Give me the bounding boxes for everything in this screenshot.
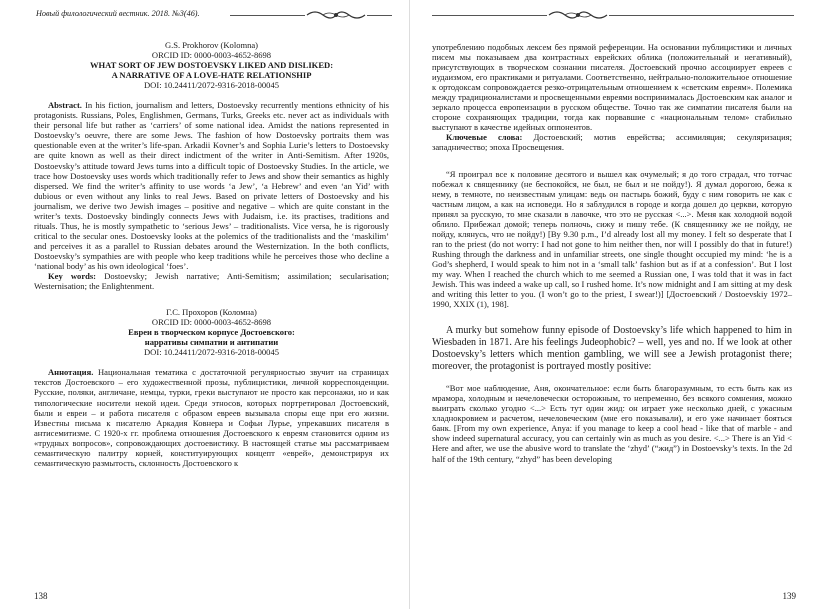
ru-abstract-text: Национальная тематика с достаточной регулярностью звучит на страницах текстов Достоевского – его художественной прозы, публицистики, личной корреспонденции. Русские, поляки, англичане, немцы, турки, греки выступают не просто как персонажи, но и как типологические носители некой идеи. Среди этносов, которых портретировал Достоевский, были и евреи – и работа писателя с образом евреев вызывала споры еще при его жизни. Известны письма к писателю Аркадия Ковнера и Софьи Лурье, упрекавших писателя в антисемитизме. С 1920-х гг. проблема отношения Достоевского к евреям становится одним из «трудных вопросов», сопровождающих достоевистику. В настоящей статье мы рассматриваем семантическую палитру корней, конституирующих концепт «еврей», демонстрируя их семантическую размытость, склонность Достоевского к: [34, 367, 389, 468]
abstract: [34, 100, 389, 271]
ru-keywords-label: Ключевые слова:: [446, 132, 523, 143]
ru-keywords-text: Достоевский; мотив еврейства; ассимиляция; секуляризация; западничество; эпоха Просвещения.: [432, 132, 792, 153]
article-title-line-1: WHAT SORT OF JEW DOSTOEVSKY LIKED AND DISLIKED:: [89, 60, 334, 71]
ru-abstract: [34, 367, 389, 467]
page-number: 138: [34, 591, 48, 601]
abstract-text: In his fiction, journalism and letters, Dostoevsky recurrently mentions ethnicity of his protagonists. Russians, Poles, Englishmen, Germans, Turks, Greeks etc. never act as individuals with their personal life but rather as ‘carriers’ of some national idea. Amidst the nations represented in Dostoevsky’s oeuvre, there are some Jews. The fashion of how Dostoevsky portraits them was questionable even at the writer’s life-span. Arkadii Kovner’s and Sophia Lurie’s letters to Dostoevsky are quite known as well as their direct indictment of the writer in Anti-Semitism. After 1920s, Dostoevsky’s attitude toward Jews turns into a difficult topic of Dostoevsky Studies. In the article, we trace how Dostoevsky uses words which traditionally refer to Jews and show their semantics as highly dispersed. We find the writer’s affinity to use words ‘a Jew’, ‘a Hebrew’ and even ‘an Yid’ with dubious or even without any links to real Jews. Based on private letters of Dostoevsky and his journalism, we derive two Jewish images – positive and negative – which are quite constant in the writer’s texts. Dostoevsky bindingly connects Jews with Judaism, i.e. its practises, traditions and rituals. Thus, he is mostly sympathetic to ‘serious Jews’ – traditionalists. Vice versa, he is rigorously critical to the secular ones. Dostoevsky looks at the polemics of the traditionalists and the ‘maskilim’ and perceives it as a parallel to Russian debates around the Westernization. In the both conflicts, Dostoevsky’s sympathies are with people who keep traditions while he perceives those who decline a ‘national body’ as his own ideological ‘foes’.: [34, 100, 389, 271]
ru-author: Г.С. Прохоров (Коломна): [166, 307, 257, 318]
ru-title-line-2: нарративы симпатии и антипатии: [144, 337, 279, 348]
left-column: [34, 40, 389, 468]
right-page: [410, 0, 820, 609]
ornament-rule: [367, 15, 392, 16]
decorative-ornament-icon: [547, 8, 609, 22]
author: G.S. Prokhorov (Kolomna): [164, 40, 259, 50]
ru-doi: DOI: 10.24411/2072-9316-2018-00045: [144, 347, 279, 358]
quote-block-2: “Вот мое наблюдение, Аня, окончательное: если быть благоразумным, то есть быть как из мрамора, холодным и нечеловечески осторожным, то непременно, без всякого сомнения, можно выиграть сколько угодно <...> Есть тут один жид: он играет уже несколько дней, с ужасным хладнокровием и расчетом, нечеловеческим (мне его показывали), и его уже начинает бояться банк. [From my own experience, Anya: if you manage to keep a cool head - like that of marble - and show indeed supernatural accuracy, you can certainly win as much as you desire. <...> There is an Yid < Here and after, we use the abusive word to translate the ‘zhyd’ (“жид”) in Dostoevsky’s texts. In the 2d half of the 19th century, “zhyd” has been developing: [432, 383, 792, 464]
ru-title-line-1: Евреи в творческом корпусе Достоевского:: [128, 327, 295, 338]
ornament-rule: [230, 15, 305, 16]
decorative-ornament-icon: [305, 8, 367, 22]
body-paragraph: A murky but somehow funny episode of Dostoevsky’s life which happened to him in Wiesbaden in 1871. Are his feelings Judeophobic? – well, yes and no. If we look at other Dostoevsky’s letters which mention gambling, we will see a Jewish protagonist there; moreover, the protagonist is portrayed mostly positive:: [432, 325, 792, 373]
abstract-label: Abstract.: [48, 100, 82, 111]
keywords-text: Dostoevsky; Jewish narrative; Anti-Semitism; assimilation; secularisation; Westernisation; the Enlightenment.: [34, 271, 389, 292]
ru-abstract-label: Аннотация.: [48, 367, 94, 378]
ornament-rule: [609, 15, 794, 16]
doi: DOI: 10.24411/2072-9316-2018-00045: [144, 80, 279, 91]
right-column: [432, 42, 792, 464]
ru-keywords: [432, 132, 792, 152]
running-head: Новый филологический вестник. 2018. №3(46).: [36, 9, 200, 18]
orcid: ORCID ID: 0000-0003-4652-8698: [151, 50, 272, 61]
ru-orcid: ORCID ID: 0000-0003-4652-8698: [151, 317, 272, 328]
ornament-rule: [432, 15, 547, 16]
keywords-label: Key words:: [48, 271, 97, 282]
page-number: 139: [782, 591, 796, 601]
keywords: [34, 271, 389, 291]
article-title-line-2: A NARRATIVE OF A LOVE-HATE RELATIONSHIP: [111, 70, 312, 81]
quote-block-1: “Я проиграл все к половине десятого и вышел как очумелый; я до того страдал, что тотчас побежал к священнику (не беспокойся, не был, не был и не пойду!). Я думал дорогою, бежа к нему, в темноте, по неизвестным улицам: ведь он пастырь божий, буду с ним говорить не как с частным лицом, а как на исповеди. Но я заблудился в городе и когда дошел до церкви, которую принял за русскую, то мне сказали в лавочке, что это не русская <...>. Меня как холодной водой облило. Прибежал домой; теперь полночь, сижу и пишу тебе. (К священнику же не пойду, не пойду, клянусь, что не пойду!) [By 9.30 p.m., I’d already lost all my money. I felt so desperate that I ran to the priest (do not worry: I had not gone to him neither then, nor will I possibly do that in future!) Rushing through the darkness and in unfamiliar streets, one single thought occupied my mind: ‘he is a God’s shepherd, I would speak to him not in a ‘small talk’ fashion but as if at a confession’. But I lost my way. When I reached the church which to me seemed a Russian one, I was told that it was in fact Jewish. This was indeed a wake up call, so I rushed home. It’s now midnight and I am sitting at my desk and writing this letter to you. (I won’t go to the priest, I swear!)] [Достоевский / Dostoevskiy 1972–1990, XXIX (1), 198].: [432, 168, 792, 310]
ru-abstract-continued: употреблению подобных лексем без прямой референции. На основании публицистики и личных писем мы показываем два контрастных еврейских облика (положительный и негативный), присутствующих в творческом сознании писателя. Достоевский прочно ассоциирует евреев с иудаизмом, его практиками и ритуалами. Соответственно, нейтрально-положительное отношение к ортодоксам сопровождается резко-отрицательным отношением к «светским евреям». Полемика между традиционалистами и просвещенными евреями воспринималась Достоевским как аналог и зеркало процесса европеизации в русском обществе. Точно так же симпатии писателя были на стороне сохраняющих традиции, тогда как порвавшие с «национальным телом» стабильно выступают в качестве идейных оппонентов.: [432, 42, 792, 133]
